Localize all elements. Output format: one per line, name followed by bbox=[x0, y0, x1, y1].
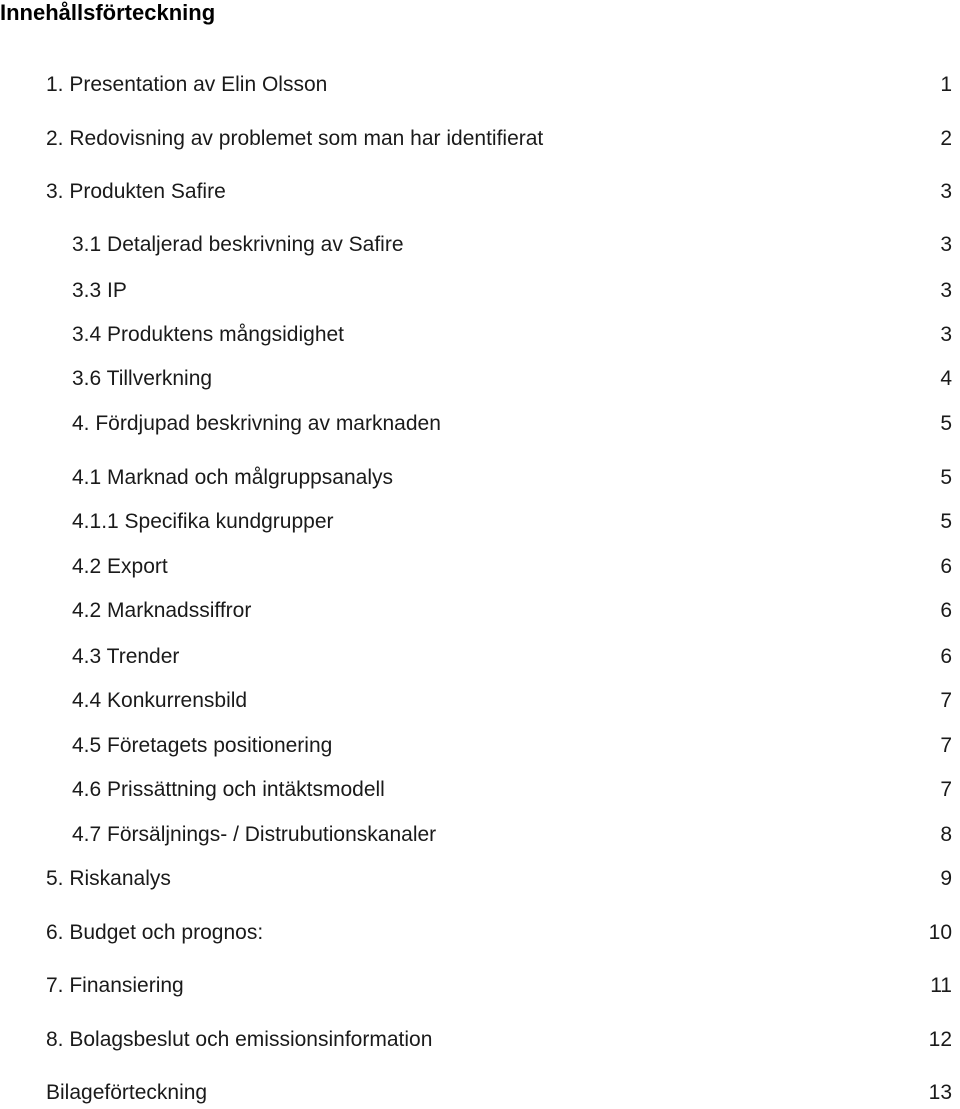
toc-entry-page: 3 bbox=[940, 180, 952, 203]
toc-entry-5[interactable] bbox=[0, 865, 960, 893]
toc-entry-label: 6. Budget och prognos: bbox=[46, 921, 264, 944]
toc-entry-page: 1 bbox=[940, 73, 952, 96]
toc-entry-3-1[interactable] bbox=[0, 231, 960, 259]
toc-entry-label: 4.1 Marknad och målgruppsanalys bbox=[72, 466, 394, 489]
toc-entry-3-4[interactable] bbox=[0, 321, 960, 349]
toc-entry-label: 4.2 Export bbox=[72, 555, 168, 578]
toc-entry-page: 3 bbox=[940, 233, 952, 256]
toc-entry-page: 13 bbox=[928, 1081, 952, 1104]
toc-entry-page: 3 bbox=[940, 323, 952, 346]
toc-entry-3-3[interactable] bbox=[0, 277, 960, 305]
toc-entry-page: 10 bbox=[928, 921, 952, 944]
toc-entry-label: 8. Bolagsbeslut och emissionsinformation bbox=[46, 1028, 433, 1051]
toc-entry-label: 4.2 Marknadssiffror bbox=[72, 599, 252, 622]
toc-entry-4-6[interactable] bbox=[0, 776, 960, 804]
toc-entry-label: 4.7 Försäljnings- / Distrubutionskanaler bbox=[72, 823, 437, 846]
toc-entry-label: 4.1.1 Specifika kundgrupper bbox=[72, 510, 334, 533]
toc-entry-label: 4. Fördjupad beskrivning av marknaden bbox=[72, 412, 441, 435]
toc-entry-label: 3.6 Tillverkning bbox=[72, 367, 213, 390]
toc-entry-4-2-marknadssiffror[interactable] bbox=[0, 597, 960, 625]
toc-entry-4[interactable] bbox=[0, 410, 960, 438]
toc-entry-page: 7 bbox=[940, 734, 952, 757]
toc-entry-8[interactable] bbox=[0, 1026, 960, 1054]
toc-entry-bilagor[interactable] bbox=[0, 1079, 960, 1107]
toc-entry-page: 9 bbox=[940, 867, 952, 890]
toc-entry-label: 4.6 Prissättning och intäktsmodell bbox=[72, 778, 385, 801]
toc-entry-page: 7 bbox=[940, 778, 952, 801]
toc-entry-label: 2. Redovisning av problemet som man har identifierat bbox=[46, 127, 544, 150]
toc-entry-4-2-export[interactable] bbox=[0, 553, 960, 581]
toc-entry-label: Bilageförteckning bbox=[46, 1081, 208, 1104]
toc-entry-page: 12 bbox=[928, 1028, 952, 1051]
toc-title: Innehållsförteckning bbox=[0, 0, 216, 25]
toc-entry-4-3[interactable] bbox=[0, 643, 960, 671]
toc-entry-3[interactable] bbox=[0, 178, 960, 206]
toc-entry-page: 6 bbox=[940, 599, 952, 622]
toc-entry-page: 5 bbox=[940, 466, 952, 489]
toc-entry-page: 7 bbox=[940, 689, 952, 712]
toc-entry-1[interactable] bbox=[0, 71, 960, 99]
toc-entry-page: 8 bbox=[940, 823, 952, 846]
toc-entry-4-1-1[interactable] bbox=[0, 508, 960, 536]
toc-entry-label: 4.3 Trender bbox=[72, 645, 180, 668]
toc-entry-label: 5. Riskanalys bbox=[46, 867, 171, 890]
toc-entry-page: 5 bbox=[940, 412, 952, 435]
toc-entry-page: 6 bbox=[940, 555, 952, 578]
toc-entry-4-4[interactable] bbox=[0, 687, 960, 715]
toc-entry-4-7[interactable] bbox=[0, 821, 960, 849]
toc-entry-4-5[interactable] bbox=[0, 732, 960, 760]
toc-entry-7[interactable] bbox=[0, 972, 960, 1000]
toc-entry-label: 3.4 Produktens mångsidighet bbox=[72, 323, 345, 346]
toc-entry-3-6[interactable] bbox=[0, 365, 960, 393]
toc-entry-label: 4.4 Konkurrensbild bbox=[72, 689, 248, 712]
toc-entry-label: 7. Finansiering bbox=[46, 974, 184, 997]
toc-entry-page: 2 bbox=[940, 127, 952, 150]
toc-entry-label: 4.5 Företagets positionering bbox=[72, 734, 333, 757]
toc-entry-label: 3.3 IP bbox=[72, 279, 127, 302]
toc-entry-label: 1. Presentation av Elin Olsson bbox=[46, 73, 328, 96]
toc-entry-page: 6 bbox=[940, 645, 952, 668]
toc-entry-page: 4 bbox=[940, 367, 952, 390]
toc-entry-6[interactable] bbox=[0, 919, 960, 947]
toc-entry-page: 5 bbox=[940, 510, 952, 533]
toc-entry-page: 3 bbox=[940, 279, 952, 302]
toc-entry-page: 11 bbox=[930, 974, 952, 997]
toc-entry-label: 3. Produkten Safire bbox=[46, 180, 226, 203]
toc-entry-2[interactable] bbox=[0, 125, 960, 153]
toc-entry-4-1[interactable] bbox=[0, 464, 960, 492]
toc-entry-label: 3.1 Detaljerad beskrivning av Safire bbox=[72, 233, 404, 256]
